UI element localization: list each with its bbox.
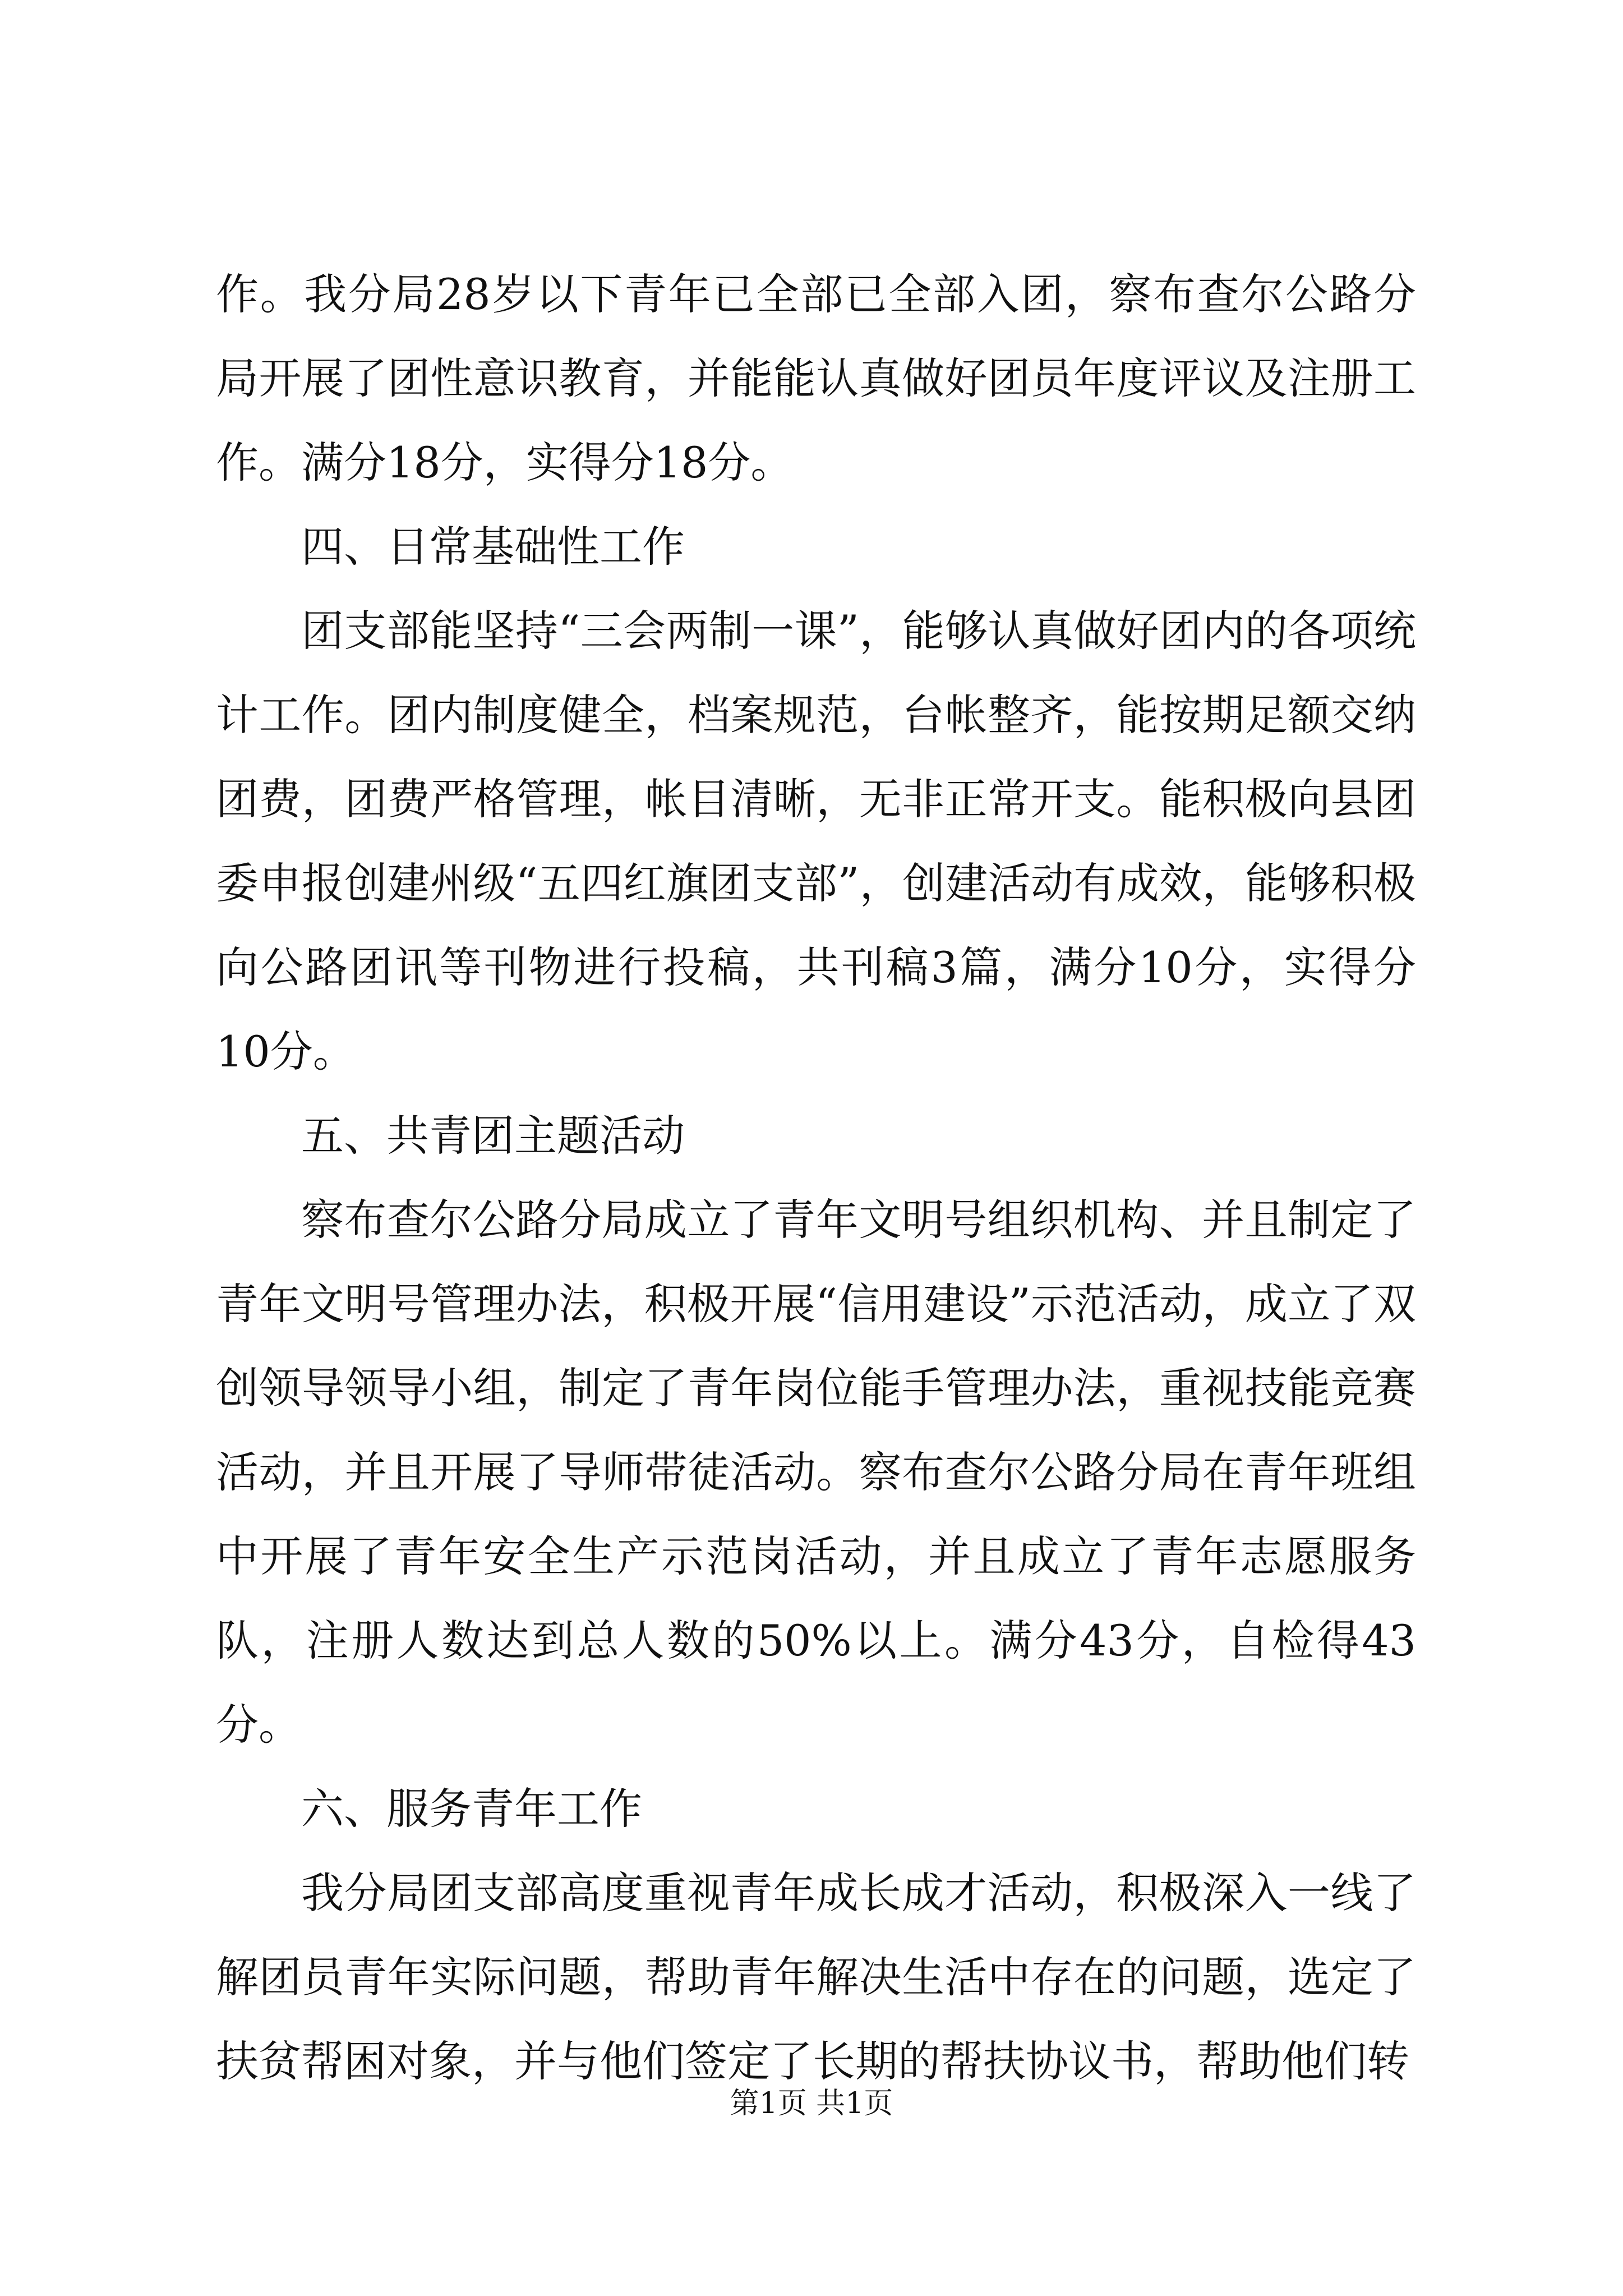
paragraph-continuation: 作。我分局28岁以下青年已全部已全部入团，察布查尔公路分局开展了团性意识教育，并能能认真做好团员年度评议及注册工作。满分18分，实得分18分。: [216, 269, 1416, 487]
paragraph-section-5: 察布查尔公路分局成立了青年文明号组织机构、并且制定了青年文明号管理办法，积极开展“信用建设”示范活动，成立了双创领导领导小组，制定了青年岗位能手管理办法，重视技能竞赛活动，并且开展了导师带徒活动。察布查尔公路分局在青年班组中开展了青年安全生产示范岗活动，并且成立了青年志愿服务队，注册人数达到总人数的50%以上。满分43分，自检得43分。: [216, 1195, 1416, 1750]
page-footer: 第1页 共1页: [730, 2087, 893, 2120]
document-body: [216, 252, 1416, 2104]
section-heading-6: 六、服务青年工作: [301, 1784, 642, 1834]
section-heading-5: 五、共青团主题活动: [301, 1111, 685, 1161]
section-heading-4: 四、日常基础性工作: [301, 522, 685, 572]
paragraph-section-6: 我分局团支部高度重视青年成长成才活动，积极深入一线了解团员青年实际问题，帮助青年解决生活中存在的问题，选定了扶贫帮困对象，并与他们签定了长期的帮扶协议书，帮助他们转: [216, 1868, 1416, 2086]
paragraph-section-4: 团支部能坚持“三会两制一课”，能够认真做好团内的各项统计工作。团内制度健全，档案规范，台帐整齐，能按期足额交纳团费，团费严格管理，帐目清晰，无非正常开支。能积极向县团委申报创建州级“五四红旗团支部”，创建活动有成效，能够积极向公路团讯等刊物进行投稿，共刊稿3篇，满分10分，实得分10分。: [216, 606, 1416, 1076]
